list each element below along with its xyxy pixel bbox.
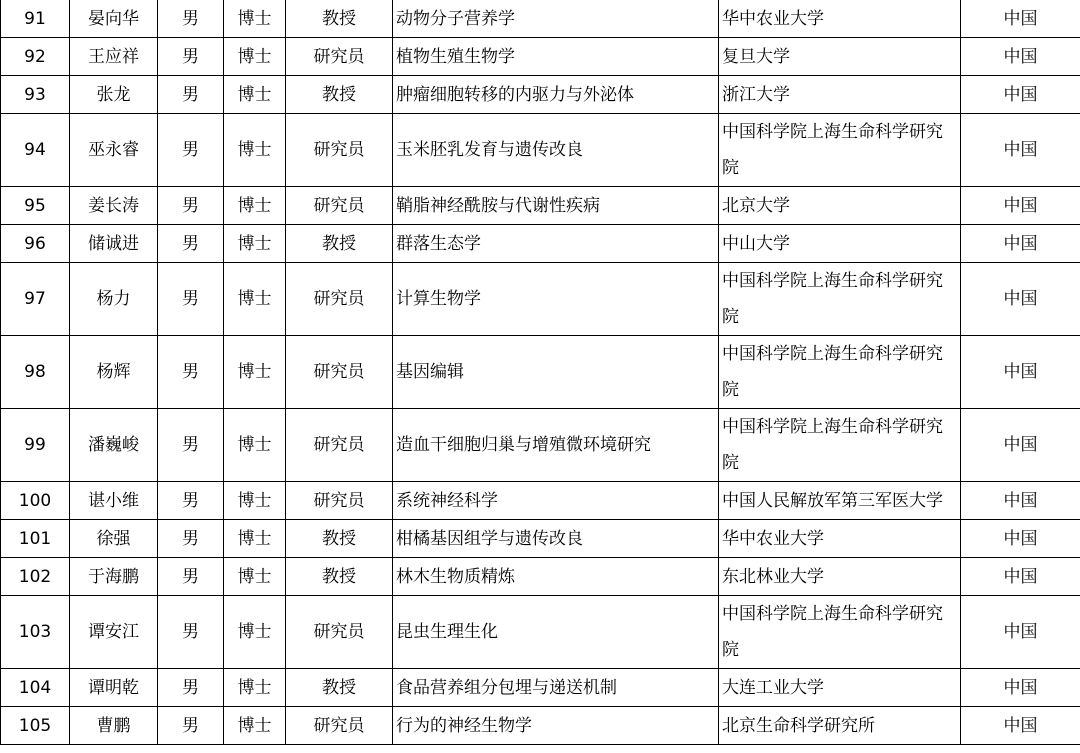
degree-cell: 博士: [224, 0, 286, 38]
country-cell: 中国: [961, 114, 1080, 187]
title-cell: 教授: [286, 558, 393, 596]
institution-cell: 浙江大学: [719, 76, 961, 114]
name-cell: 储诚进: [70, 225, 158, 263]
name-cell: 杨力: [70, 263, 158, 336]
table-row: [1, 225, 1080, 263]
research-field-cell: 肿瘤细胞转移的内驱力与外泌体: [393, 76, 719, 114]
title-cell: 研究员: [286, 38, 393, 76]
degree-cell: 博士: [224, 76, 286, 114]
degree-cell: 博士: [224, 38, 286, 76]
institution-cell: 中国科学院上海生命科学研究院: [719, 114, 961, 187]
serial-number-cell: 97: [1, 263, 70, 336]
table-row: [1, 520, 1080, 558]
research-field-cell: 植物生殖生物学: [393, 38, 719, 76]
serial-number-cell: 93: [1, 76, 70, 114]
name-cell: 杨辉: [70, 336, 158, 409]
table-row: [1, 669, 1080, 707]
title-cell: 教授: [286, 669, 393, 707]
serial-number-cell: 96: [1, 225, 70, 263]
serial-number-cell: 95: [1, 187, 70, 225]
gender-cell: 男: [158, 38, 224, 76]
serial-number-cell: 91: [1, 0, 70, 38]
country-cell: 中国: [961, 187, 1080, 225]
table-row: [1, 187, 1080, 225]
institution-cell: 华中农业大学: [719, 0, 961, 38]
serial-number-cell: 103: [1, 596, 70, 669]
title-cell: 教授: [286, 0, 393, 38]
country-cell: 中国: [961, 263, 1080, 336]
gender-cell: 男: [158, 669, 224, 707]
gender-cell: 男: [158, 336, 224, 409]
research-field-cell: 昆虫生理生化: [393, 596, 719, 669]
serial-number-cell: 105: [1, 707, 70, 745]
gender-cell: 男: [158, 596, 224, 669]
research-field-cell: 行为的神经生物学: [393, 707, 719, 745]
serial-number-cell: 104: [1, 669, 70, 707]
table-row: [1, 482, 1080, 520]
table-row: [1, 336, 1080, 409]
title-cell: 教授: [286, 520, 393, 558]
research-field-cell: 柑橘基因组学与遗传改良: [393, 520, 719, 558]
gender-cell: 男: [158, 263, 224, 336]
name-cell: 潘巍峻: [70, 409, 158, 482]
name-cell: 谭安江: [70, 596, 158, 669]
institution-cell: 大连工业大学: [719, 669, 961, 707]
institution-cell: 中国科学院上海生命科学研究院: [719, 596, 961, 669]
institution-cell: 中国科学院上海生命科学研究院: [719, 409, 961, 482]
degree-cell: 博士: [224, 225, 286, 263]
institution-cell: 东北林业大学: [719, 558, 961, 596]
degree-cell: 博士: [224, 558, 286, 596]
country-cell: 中国: [961, 669, 1080, 707]
degree-cell: 博士: [224, 482, 286, 520]
serial-number-cell: 99: [1, 409, 70, 482]
title-cell: 研究员: [286, 707, 393, 745]
name-cell: 于海鹏: [70, 558, 158, 596]
name-cell: 曹鹏: [70, 707, 158, 745]
gender-cell: 男: [158, 225, 224, 263]
name-cell: 谌小维: [70, 482, 158, 520]
gender-cell: 男: [158, 707, 224, 745]
table-row: [1, 114, 1080, 187]
degree-cell: 博士: [224, 520, 286, 558]
table-row: [1, 0, 1080, 38]
country-cell: 中国: [961, 38, 1080, 76]
title-cell: 研究员: [286, 187, 393, 225]
institution-cell: 复旦大学: [719, 38, 961, 76]
degree-cell: 博士: [224, 336, 286, 409]
institution-cell: 北京大学: [719, 187, 961, 225]
country-cell: 中国: [961, 409, 1080, 482]
degree-cell: 博士: [224, 114, 286, 187]
serial-number-cell: 92: [1, 38, 70, 76]
degree-cell: 博士: [224, 263, 286, 336]
research-field-cell: 系统神经科学: [393, 482, 719, 520]
degree-cell: 博士: [224, 409, 286, 482]
degree-cell: 博士: [224, 669, 286, 707]
serial-number-cell: 98: [1, 336, 70, 409]
name-cell: 张龙: [70, 76, 158, 114]
gender-cell: 男: [158, 409, 224, 482]
title-cell: 研究员: [286, 114, 393, 187]
gender-cell: 男: [158, 0, 224, 38]
table-row: [1, 38, 1080, 76]
title-cell: 研究员: [286, 409, 393, 482]
country-cell: 中国: [961, 596, 1080, 669]
research-field-cell: 玉米胚乳发育与遗传改良: [393, 114, 719, 187]
institution-cell: 中国科学院上海生命科学研究院: [719, 336, 961, 409]
table-row: [1, 558, 1080, 596]
institution-cell: 中山大学: [719, 225, 961, 263]
country-cell: 中国: [961, 707, 1080, 745]
table-row: [1, 596, 1080, 669]
country-cell: 中国: [961, 558, 1080, 596]
table-row: [1, 76, 1080, 114]
serial-number-cell: 101: [1, 520, 70, 558]
country-cell: 中国: [961, 0, 1080, 38]
table-row: [1, 707, 1080, 745]
institution-cell: 中国科学院上海生命科学研究院: [719, 263, 961, 336]
research-field-cell: 动物分子营养学: [393, 0, 719, 38]
name-cell: 巫永睿: [70, 114, 158, 187]
name-cell: 晏向华: [70, 0, 158, 38]
country-cell: 中国: [961, 482, 1080, 520]
research-field-cell: 林木生物质精炼: [393, 558, 719, 596]
research-field-cell: 计算生物学: [393, 263, 719, 336]
country-cell: 中国: [961, 225, 1080, 263]
gender-cell: 男: [158, 520, 224, 558]
name-cell: 徐强: [70, 520, 158, 558]
degree-cell: 博士: [224, 187, 286, 225]
title-cell: 研究员: [286, 482, 393, 520]
name-cell: 姜长涛: [70, 187, 158, 225]
title-cell: 研究员: [286, 336, 393, 409]
institution-cell: 华中农业大学: [719, 520, 961, 558]
name-cell: 王应祥: [70, 38, 158, 76]
research-field-cell: 群落生态学: [393, 225, 719, 263]
serial-number-cell: 100: [1, 482, 70, 520]
degree-cell: 博士: [224, 707, 286, 745]
gender-cell: 男: [158, 76, 224, 114]
research-field-cell: 基因编辑: [393, 336, 719, 409]
name-cell: 谭明乾: [70, 669, 158, 707]
title-cell: 教授: [286, 76, 393, 114]
gender-cell: 男: [158, 558, 224, 596]
title-cell: 研究员: [286, 263, 393, 336]
country-cell: 中国: [961, 520, 1080, 558]
gender-cell: 男: [158, 114, 224, 187]
serial-number-cell: 102: [1, 558, 70, 596]
table-row: [1, 263, 1080, 336]
degree-cell: 博士: [224, 596, 286, 669]
title-cell: 教授: [286, 225, 393, 263]
research-field-cell: 造血干细胞归巢与增殖微环境研究: [393, 409, 719, 482]
institution-cell: 中国人民解放军第三军医大学: [719, 482, 961, 520]
country-cell: 中国: [961, 76, 1080, 114]
research-field-cell: 鞘脂神经酰胺与代谢性疾病: [393, 187, 719, 225]
table-row: [1, 409, 1080, 482]
table-body: [1, 0, 1080, 745]
country-cell: 中国: [961, 336, 1080, 409]
institution-cell: 北京生命科学研究所: [719, 707, 961, 745]
gender-cell: 男: [158, 482, 224, 520]
gender-cell: 男: [158, 187, 224, 225]
title-cell: 研究员: [286, 596, 393, 669]
research-field-cell: 食品营养组分包埋与递送机制: [393, 669, 719, 707]
serial-number-cell: 94: [1, 114, 70, 187]
